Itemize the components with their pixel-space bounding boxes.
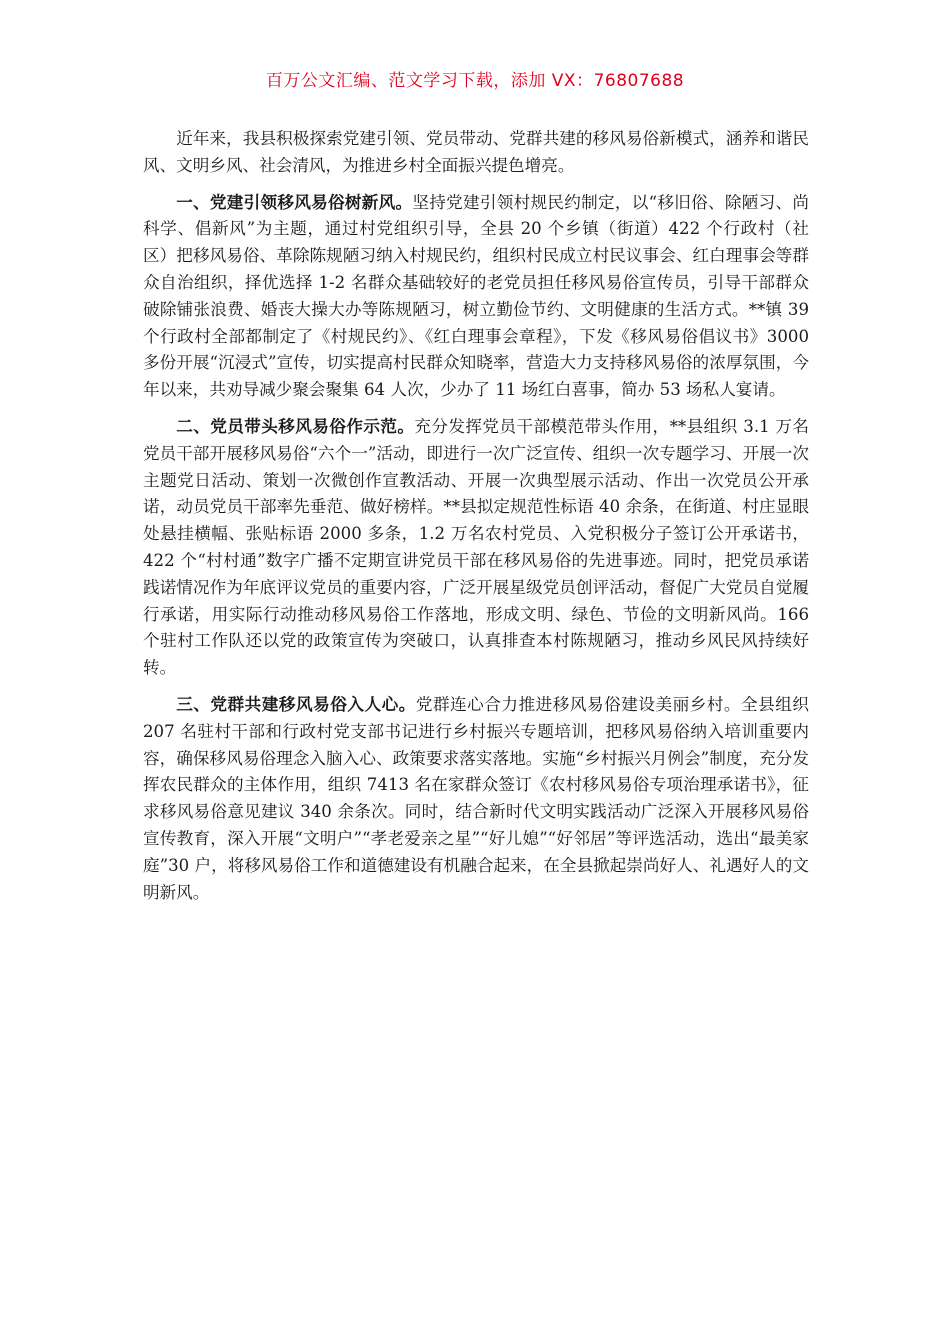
section-1-heading: 一、党建引领移风易俗树新风。 bbox=[176, 191, 413, 212]
section-1-text: 坚持党建引领村规民约制定，以“移旧俗、除陋习、尚科学、倡新风”为主题，通过村党组织引导，全县 20 个乡镇（街道）422 个行政村（社区）把移风易俗、革除陈规陋习纳入村规民约，组织村民成立村民议事会、红白理事会等群众自治组织，择优选择 1-2 名群众基础较好的老党员担任移风易俗宣传员，引导干部群众破除铺张浪费、婚丧大操大办等陈规陋习，树立勤俭节约、文明健康的生活方式。**镇 39 个行政村全部都制定了《村规民约》、《红白理事会章程》，下发《移风易俗倡议书》3000 多份开展“沉浸式”宣传，切实提高村民群众知晓率，营造大力支持移风易俗的浓厚氛围，今年以来，共劝导减少聚会聚集 64 人次，少办了 11 场红白喜事，简办 53 场私人宴请。 bbox=[143, 192, 809, 400]
watermark-header: 百万公文汇编、范文学习下载，添加 VX：76807688 bbox=[265, 71, 685, 91]
section-3-heading: 三、党群共建移风易俗入人心。 bbox=[176, 693, 416, 714]
section-2-text: 充分发挥党员干部模范带头作用，**县组织 3.1 万名党员干部开展移风易俗“六个一”活动，即进行一次广泛宣传、组织一次专题学习、开展一次主题党日活动、策划一次微创作宣教活动、开展一次典型展示活动、作出一次党员公开承诺，动员党员干部率先垂范、做好榜样。**县拟定规范性标语 40 余条，在街道、村庄显眼处悬挂横幅、张贴标语 2000 多条，1.2 万名农村党员、入党积极分子签订公开承诺书，422 个“村村通”数字广播不定期宣讲党员干部在移风易俗的先进事迹。同时，把党员承诺践诺情况作为年底评议党员的重要内容，广泛开展星级党员创评活动，督促广大党员自觉履行承诺，用实际行动推动移风易俗工作落地，形成文明、绿色、节俭的文明新风尚。166 个驻村工作队还以党的政策宣传为突破口，认真排查本村陈规陋习，推动乡风民风持续好转。 bbox=[143, 416, 809, 678]
section-2-heading: 二、党员带头移风易俗作示范。 bbox=[176, 415, 415, 436]
section-3-text: 党群连心合力推进移风易俗建设美丽乡村。全县组织 207 名驻村干部和行政村党支部书记进行乡村振兴专题培训，把移风易俗纳入培训重要内容，确保移风易俗理念入脑入心、政策要求落实落地。实施“乡村振兴月例会”制度，充分发挥农民群众的主体作用，组织 7413 名在家群众签订《农村移风易俗专项治理承诺书》，征求移风易俗意见建议 340 余条次。同时，结合新时代文明实践活动广泛深入开展移风易俗宣传教育，深入开展“文明户”“孝老爱亲之星”“好儿媳”“好邻居”等评选活动，选出“最美家庭”30 户，将移风易俗工作和道德建设有机融合起来，在全县掀起崇尚好人、礼遇好人的文明新风。 bbox=[143, 694, 809, 902]
section-2-paragraph bbox=[143, 413, 809, 682]
section-3-paragraph bbox=[143, 691, 809, 906]
document-body bbox=[143, 126, 809, 906]
intro-paragraph: 近年来，我县积极探索党建引领、党员带动、党群共建的移风易俗新模式，涵养和谐民风、文明乡风、社会清风，为推进乡村全面振兴提色增亮。 bbox=[143, 129, 809, 175]
section-1-paragraph bbox=[143, 189, 809, 404]
